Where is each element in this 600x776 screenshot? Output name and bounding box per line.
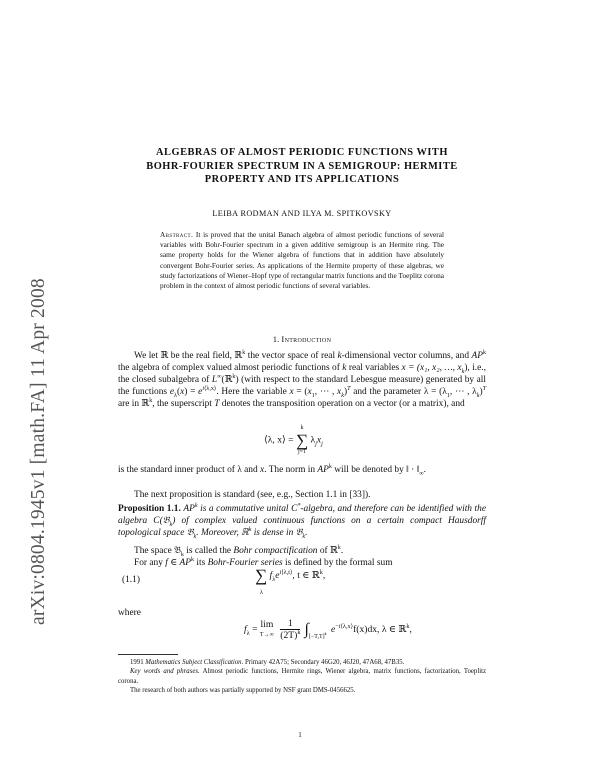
fraction: $\frac{1}{(2T)^k}$ [280,618,301,641]
intro-paragraph-1: We let ℝ be the real field, ℝ$^k$ the vector space of real k-dimensional vector columns, and $AP^k$ the algebra of complex valued almost periodic functions of k real variables x = (x₁, x₂, …, $x_k$), i.e., the closed subalgebra of L∞(ℝ$^k$) (with respect to the standard Lebesgue measure) generated by all the functions $e_\lambda(x) = e^{i⟨\lambda,x⟩}$. Here the variable $x = (x_1$, ⋯ , $x_k)^T$ and the parameter $\lambda = (\lambda_1$, ⋯ , $\lambda_k)^T$ are in ℝ$^k$, the superscript T denotes the transposition operation on a vector (or a matrix), and [118,349,487,409]
equation-number: (1.1) [122,575,140,585]
fourier-coefficient-equation: $f_\lambda = \lim$ T→∞ $\frac{1}{(2T)^k}$ $\int_{[-T,T]^k}$ $e^{-i⟨\lambda,x⟩}f(x)dx$, λ ∈ ℝ$^k$, [244,618,412,641]
section-number: 1. [272,334,280,344]
arxiv-identifier-stamp: arXiv:0804.1945v1 [math.FA] 11 Apr 2008 [28,278,49,625]
title-line-3: PROPERTY AND ITS APPLICATIONS [204,174,400,186]
author-line: LEIBA RODMAN AND ILYA M. SPITKOVSKY [212,209,392,218]
footnote-keywords: Key words and phrases. Almost periodic functions, Hermite rings, Wiener algebra, matrix functions, factorization, Toeplitz corona. [118,668,486,685]
paper-title [118,146,486,187]
footnotes [118,658,486,696]
title-line-1: ALGEBRAS OF ALMOST PERIODIC FUNCTIONS WITH [156,147,448,158]
inner-product-equation: ⟨λ, x⟩ = k ∑ j=1 $\lambda_jx_j$ [264,425,323,455]
footnote-msc: 1991 Mathematics Subject Classification. Primary 42A75; Secondary 46G20, 46J20, 47A68, 47B35. [130,659,405,666]
bohr-fourier-series-equation: ∑ λ $f_\lambda e^{i⟨\lambda,t⟩}$, t ∈ ℝ$^k$, [255,566,326,596]
title-line-2: BOHR-FOURIER SPECTRUM IN A SEMIGROUP: HERMITE [146,160,458,172]
footnote-rule [118,654,178,655]
intro-paragraph-3: The next proposition is standard (see, e.g., Section 1.1 in [33]). [134,490,371,500]
abstract [160,230,444,291]
section-title: Introduction [281,334,332,344]
proposition-label: Proposition 1.1. [118,504,181,514]
intro-paragraph-4: The space 𝔅$_k$ is called the Bohr compactification of ℝ$^k$. [134,544,344,558]
abstract-text: It is proved that the unital Banach algebra of almost periodic functions of several variables with Bohr-Fourier spectrum in a given additive semigroup is an Hermite ring. The same property holds for the Wiener algebra of functions that in addition have absolutely convergent Bohr-Fourier series. As applications of the Hermite property of these algebras, we study factorizations of Wiener–Hopf type of rectangular matrix functions and the Toeplitz corona problem in the context of almost periodic functions of several variables. [160,230,444,291]
section-heading [118,334,486,344]
integral-symbol: ∫ [304,621,309,638]
page-number: 1 [298,731,302,739]
summation-symbol: k ∑ j=1 [295,425,309,455]
summation-symbol: ∑ [255,566,268,585]
proposition-1-1: Proposition 1.1. $AP^k$ is a commutative unital C*-algebra, and therefore can be identified with the algebra C(𝔅$_k$) of complex valued continuous functions on a certain compact Hausdorff topological space 𝔅$_k$. Moreover, ℝ$^k$ is dense in 𝔅$_k$. [118,502,487,540]
intro-paragraph-5: For any f ∈ $AP^k$ its Bohr-Fourier series is defined by the formal sum [134,556,393,568]
abstract-label: Abstract. [160,230,194,239]
where-text: where [118,608,141,618]
intro-paragraph-2: is the standard inner product of λ and x. The norm in $AP^k$ will be denoted by ‖ · $‖_\infty$. [118,463,426,477]
footnote-funding: The research of both authors was partially supported by NSF grant DMS-0456625. [130,687,356,695]
